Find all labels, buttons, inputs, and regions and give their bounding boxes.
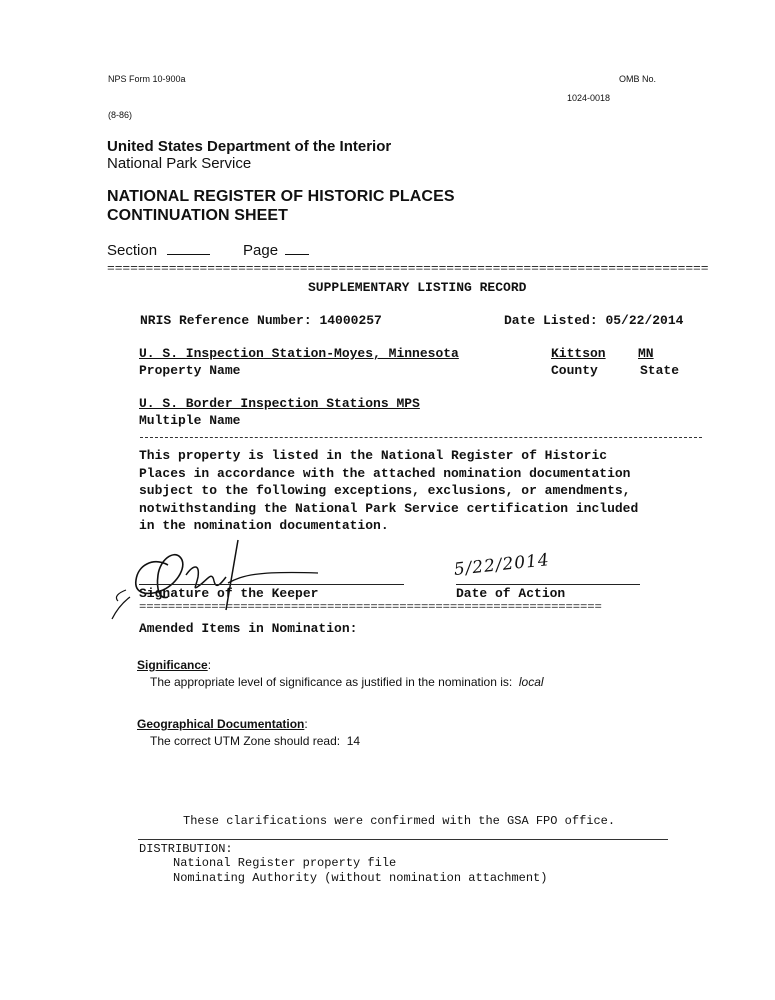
page-field <box>243 240 309 259</box>
dashed-divider <box>140 437 702 438</box>
omb-number: 1024-0018 <box>567 93 611 103</box>
statement-line: subject to the following exceptions, exclusions, or amendments, <box>139 483 631 498</box>
significance-section <box>137 656 544 689</box>
utm-zone-value: 14 <box>346 734 361 748</box>
amended-items-heading: Amended Items in Nomination: <box>139 621 358 636</box>
date-of-action-label: Date of Action <box>456 586 566 601</box>
section-blank <box>167 240 210 255</box>
date-listed-label: Date Listed: <box>504 313 598 328</box>
property-name-label: Property Name <box>139 363 241 378</box>
significance-value: local <box>518 675 544 689</box>
geographical-heading: Geographical Documentation: <box>137 717 308 731</box>
county-label: County <box>551 363 598 378</box>
signature-line <box>139 584 404 585</box>
section-field <box>107 240 210 259</box>
section-label: Section <box>107 242 158 259</box>
county-name: Kittson <box>551 346 606 361</box>
signature-label: Signature of the Keeper <box>139 586 319 601</box>
date-line <box>456 584 640 585</box>
distribution-item: National Register property file <box>173 856 397 870</box>
state-code: MN <box>638 346 654 361</box>
significance-text: The appropriate level of significance as justified in the nomination is: local <box>150 675 544 689</box>
form-date: (8-86) <box>108 110 133 120</box>
separator-top: ============================================================================== <box>107 262 709 275</box>
date-listed <box>504 313 683 328</box>
record-heading: SUPPLEMENTARY LISTING RECORD <box>308 280 527 295</box>
property-name: U. S. Inspection Station-Moyes, Minnesota <box>139 346 459 361</box>
separator-mid: ================================================================ <box>139 601 602 613</box>
statement-line: notwithstanding the National Park Service certification included <box>139 500 639 516</box>
listing-statement <box>139 447 638 535</box>
statement-line: Places in accordance with the attached nomination documentation <box>139 465 631 481</box>
statement-line: This property is listed in the National Register of Historic <box>139 448 608 463</box>
geographical-text: The correct UTM Zone should read: 14 <box>150 734 361 748</box>
significance-heading: Significance: <box>137 658 212 672</box>
nris-value: 14000257 <box>319 313 382 328</box>
form-number: NPS Form 10-900a <box>108 74 186 84</box>
omb-label: OMB No. <box>619 74 657 84</box>
nris-reference <box>140 313 382 328</box>
multiple-name-label: Multiple Name <box>139 413 241 428</box>
confirmation-note: These clarifications were confirmed with the GSA FPO office. <box>183 814 616 828</box>
agency-name: National Park Service <box>107 155 252 172</box>
document-subtitle: CONTINUATION SHEET <box>107 207 289 224</box>
page-label: Page <box>243 242 279 259</box>
statement-line: in the nomination documentation. <box>139 518 389 533</box>
distribution-item: Nominating Authority (without nomination attachment) <box>173 871 548 885</box>
state-label: State <box>640 363 680 378</box>
date-of-action-handwritten: 5/22/2014 <box>452 550 551 580</box>
nris-label: NRIS Reference Number: <box>140 313 312 328</box>
document-title: NATIONAL REGISTER OF HISTORIC PLACES <box>107 188 455 205</box>
page-blank <box>285 240 309 255</box>
department-name: United States Department of the Interior <box>107 138 392 155</box>
distribution-divider <box>138 839 668 840</box>
multiple-name: U. S. Border Inspection Stations MPS <box>139 396 420 411</box>
geographical-section <box>137 715 360 748</box>
date-listed-value: 05/22/2014 <box>605 313 684 328</box>
distribution-heading: DISTRIBUTION: <box>139 842 233 856</box>
